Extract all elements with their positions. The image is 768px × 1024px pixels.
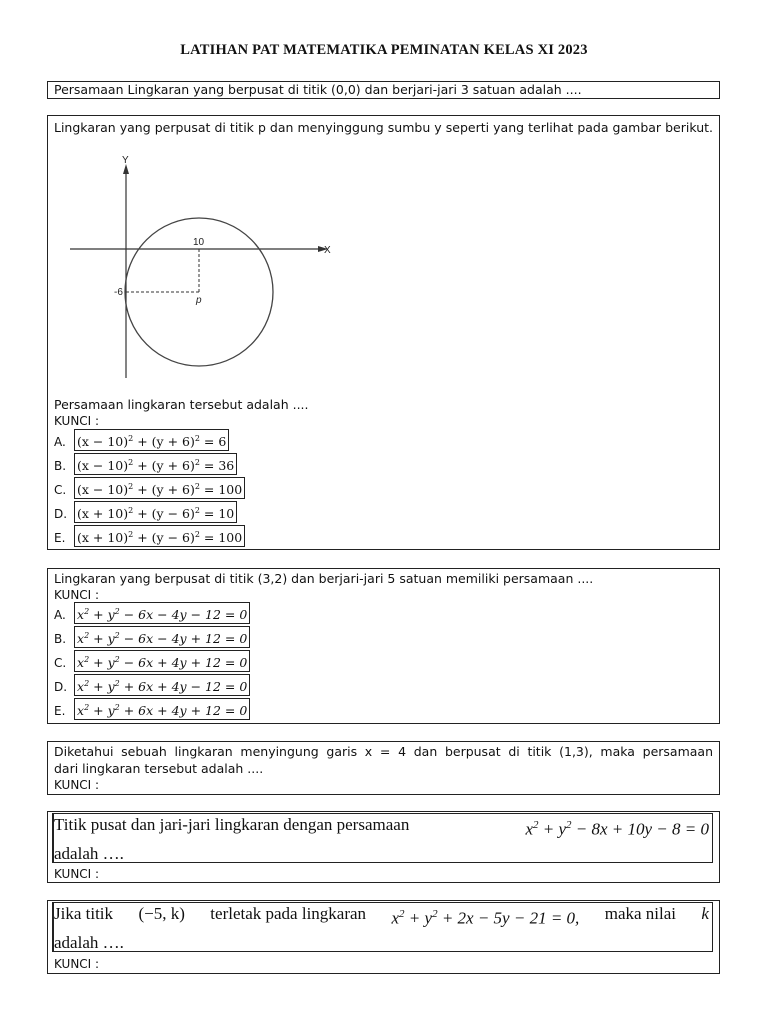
label-p: p xyxy=(196,295,202,306)
y-axis-label: Y xyxy=(122,155,129,166)
option-formula: $(x - 10)^2 + (y + 6)^2 = 100$ xyxy=(74,477,245,499)
option-formula: $x^2 + y^2 - 6x - 4y + 12 = 0$ xyxy=(74,626,250,648)
option-letter: E. xyxy=(54,704,66,718)
question-4-line-1: Diketahui sebuah lingkaran menyingung garis x = 4 dan berpusat di titik (1,3), maka persamaan xyxy=(54,744,713,759)
question-1-text: Persamaan Lingkaran yang berpusat di titik (0,0) dan berjari-jari 3 satuan adalah .... xyxy=(54,82,582,97)
option-formula: $x^2 + y^2 + 6x + 4y - 12 = 0$ xyxy=(74,674,250,696)
question-6 xyxy=(47,900,720,974)
option-letter: D. xyxy=(54,680,68,694)
question-2 xyxy=(47,115,720,550)
option-formula: $(x + 10)^2 + (y - 6)^2 = 100$ xyxy=(74,525,245,547)
question-2-prompt: Persamaan lingkaran tersebut adalah .... xyxy=(54,397,309,412)
question-3-text: Lingkaran yang berpusat di titik (3,2) dan berjari-jari 5 satuan memiliki persamaan .... xyxy=(54,571,594,586)
option-letter: A. xyxy=(54,608,66,622)
label-10: 10 xyxy=(193,237,205,248)
question-2-text: Lingkaran yang perpusat di titik p dan menyinggung sumbu y seperti yang terlihat pada gambar berikut. xyxy=(54,120,713,135)
question-2-kunci: KUNCI : xyxy=(54,414,100,428)
question-4 xyxy=(47,741,720,795)
x-axis-label: X xyxy=(324,245,331,256)
question-1 xyxy=(47,81,720,99)
question-6-kunci: KUNCI : xyxy=(54,957,100,971)
question-4-line-2: dari lingkaran tersebut adalah .... xyxy=(54,761,264,776)
option-formula: $x^2 + y^2 - 6x - 4y - 12 = 0$ xyxy=(74,602,250,624)
question-6-line-1: Jika titik (−5, k) terletak pada lingkaran $x^2 + y^2 + 2x - 5y - 21 = 0$, maka nilai k xyxy=(54,904,709,928)
question-5 xyxy=(47,811,720,883)
question-5-line-1: Titik pusat dan jari-jari lingkaran dengan persamaan $x^2 + y^2 - 8x + 10y - 8 = 0$ xyxy=(54,815,709,839)
option-formula: $(x + 10)^2 + (y - 6)^2 = 10$ xyxy=(74,501,237,523)
option-formula: $(x - 10)^2 + (y + 6)^2 = 6$ xyxy=(74,429,229,451)
question-3-kunci: KUNCI : xyxy=(54,588,100,602)
option-letter: C. xyxy=(54,483,67,497)
question-4-kunci: KUNCI : xyxy=(54,778,100,792)
option-letter: B. xyxy=(54,632,67,646)
option-letter: E. xyxy=(54,531,66,545)
option-letter: A. xyxy=(54,435,66,449)
question-5-kunci: KUNCI : xyxy=(54,867,100,881)
page-title: LATIHAN PAT MATEMATIKA PEMINATAN KELAS XI 2023 xyxy=(180,42,588,58)
question-6-line-2: adalah …. xyxy=(54,933,124,952)
question-3 xyxy=(47,568,720,724)
question-5-line-2: adalah …. xyxy=(54,844,124,863)
option-formula: $(x - 10)^2 + (y + 6)^2 = 36$ xyxy=(74,453,237,475)
option-letter: C. xyxy=(54,656,67,670)
label-neg6: -6 xyxy=(114,287,123,298)
option-letter: D. xyxy=(54,507,68,521)
circle-graph xyxy=(66,154,336,384)
option-formula: $x^2 + y^2 - 6x + 4y + 12 = 0$ xyxy=(74,650,250,672)
option-formula: $x^2 + y^2 + 6x + 4y + 12 = 0$ xyxy=(74,698,250,720)
option-letter: B. xyxy=(54,459,67,473)
